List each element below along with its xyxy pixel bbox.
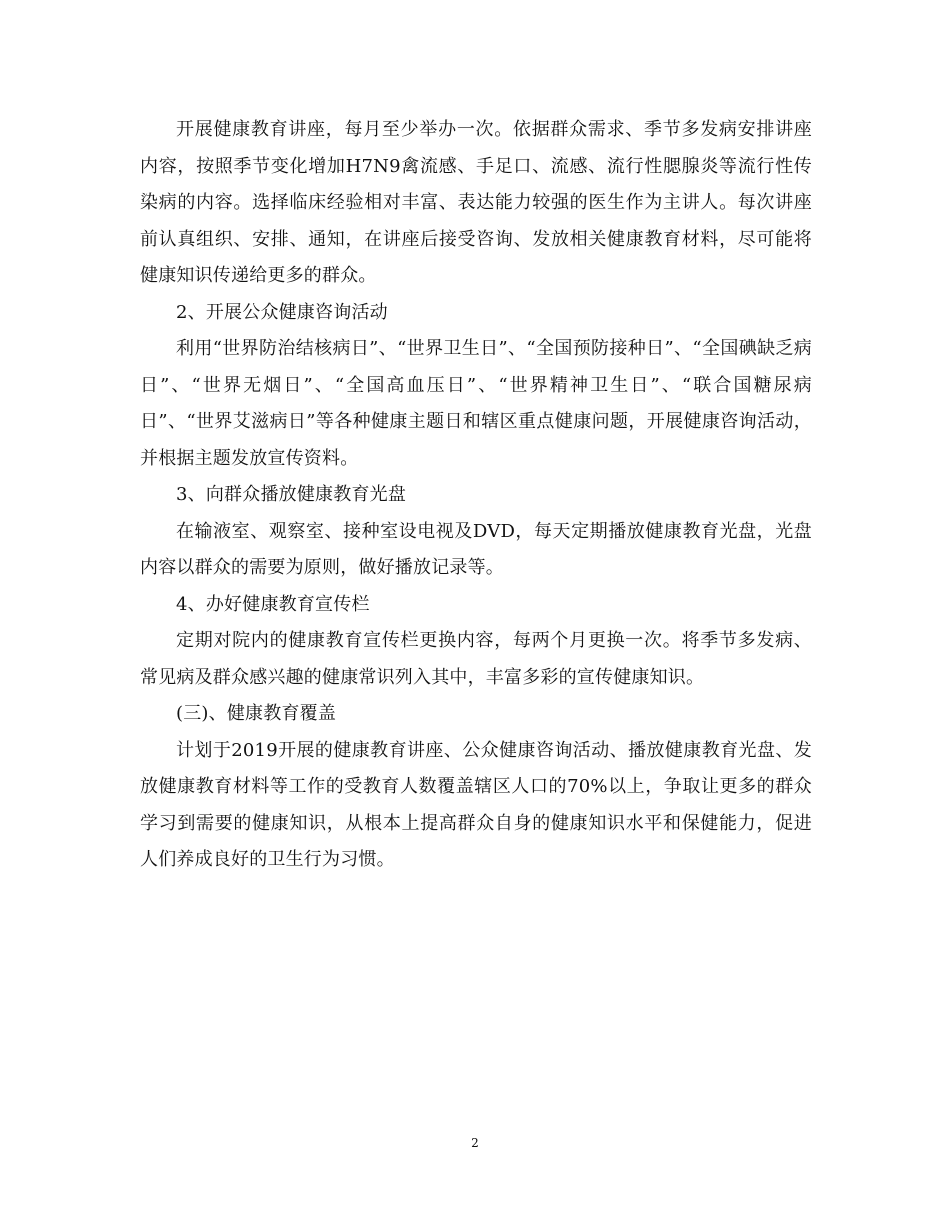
heading-coverage: (三)、健康教育覆盖 bbox=[176, 703, 337, 724]
paragraph-lecture: 开展健康教育讲座，每月至少举办一次。依据群众需求、季节多发病安排讲座内容，按照季节变化增加H7N9禽流感、手足口、流感、流行性腮腺炎等流行性传染病的内容。选择临床经验相对丰富、表达能力较强的医生作为主讲人。每次讲座前认真组织、安排、通知，在讲座后接受咨询、发放相关健康教育材料，尽可能将健康知识传递给更多的群众。 bbox=[140, 119, 812, 286]
paragraph-consultation: 利用“世界防治结核病日”、“世界卫生日”、“全国预防接种日”、“全国碘缺乏病日”、“世界无烟日”、“全国高血压日”、“世界精神卫生日”、“联合国糖尿病日”、“世界艾滋病日”等各种健康主题日和辖区重点健康问题，开展健康咨询活动，并根据主题发放宣传资料。 bbox=[140, 338, 812, 469]
heading-bulletin: 4、办好健康教育宣传栏 bbox=[176, 593, 370, 615]
paragraph-bulletin: 定期对院内的健康教育宣传栏更换内容，每两个月更换一次。将季节多发病、常见病及群众感兴趣的健康常识列入其中，丰富多彩的宣传健康知识。 bbox=[140, 630, 812, 688]
paragraph-disc: 在输液室、观察室、接种室设电视及DVD，每天定期播放健康教育光盘，光盘内容以群众的需要为原则，做好播放记录等。 bbox=[140, 520, 812, 578]
document-body bbox=[140, 112, 812, 879]
paragraph-coverage: 计划于2019开展的健康教育讲座、公众健康咨询活动、播放健康教育光盘、发放健康教育材料等工作的受教育人数覆盖辖区人口的70%以上，争取让更多的群众学习到需要的健康知识，从根本上提高群众自身的健康知识水平和保健能力，促进人们养成良好的卫生行为习惯。 bbox=[140, 739, 812, 870]
heading-consultation: 2、开展公众健康咨询活动 bbox=[176, 301, 388, 323]
heading-disc: 3、向群众播放健康教育光盘 bbox=[176, 484, 407, 505]
page-number: 2 bbox=[471, 1136, 479, 1150]
